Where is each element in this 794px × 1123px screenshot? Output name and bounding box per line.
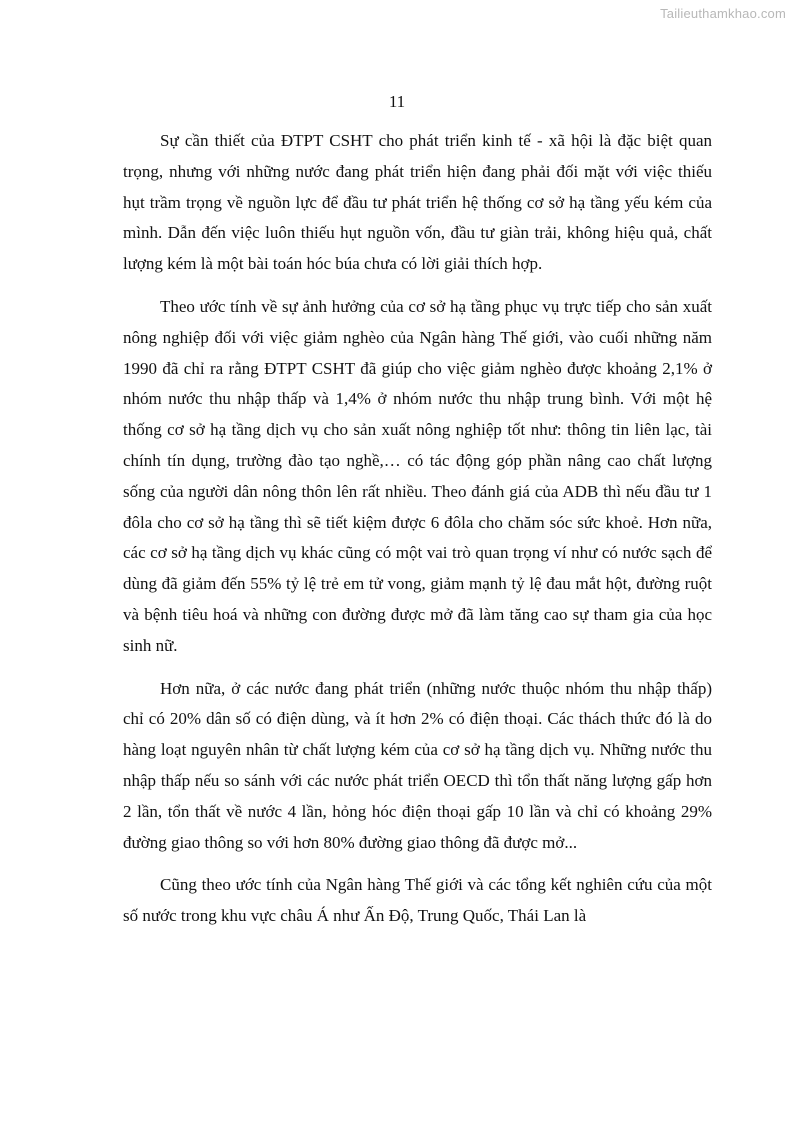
paragraph: Hơn nữa, ở các nước đang phát triển (những nước thuộc nhóm thu nhập thấp) chỉ có 20% dân số có điện dùng, và ít hơn 2% có điện thoại. Các thách thức đó là do hàng loạt nguyên nhân từ chất lượng kém của cơ sở hạ tầng dịch vụ. Những nước thu nhập thấp nếu so sánh với các nước phát triển OECD thì tổn thất năng lượng gấp hơn 2 lần, tổn thất về nước 4 lần, hỏng hóc điện thoại gấp 10 lần và chỉ có khoảng 29% đường giao thông so với hơn 80% đường giao thông đã được mở...	[123, 678, 712, 852]
watermark: Tailieuthamkhao.com	[660, 6, 786, 21]
paragraph: Theo ước tính về sự ảnh hưởng của cơ sở hạ tầng phục vụ trực tiếp cho sản xuất nông nghiệp đối với việc giảm nghèo của Ngân hàng Thế giới, vào cuối những năm 1990 đã chỉ ra rằng ĐTPT CSHT đã giúp cho việc giảm nghèo được khoảng 2,1% ở nhóm nước thu nhập thấp và 1,4% ở nhóm nước thu nhập trung bình. Với một hệ thống cơ sở hạ tầng dịch vụ cho sản xuất nông nghiệp tốt như: thông tin liên lạc, tài chính tín dụng, trường đào tạo nghề,… có tác động góp phần nâng cao chất lượng sống của người dân nông thôn lên rất nhiều. Theo đánh giá của ADB thì nếu đầu tư 1 đôla cho cơ sở hạ tầng thì sẽ tiết kiệm được 6 đôla cho chăm sóc sức khoẻ. Hơn nữa, các cơ sở hạ tầng dịch vụ khác cũng có một vai trò quan trọng ví như có nước sạch để dùng đã giảm đến 55% tỷ lệ trẻ em tử vong, giảm mạnh tỷ lệ đau mắt hột, đường ruột và bệnh tiêu hoá và những con đường được mở đã làm tăng cao sự tham gia của học sinh nữ.	[123, 296, 712, 655]
paragraph: Cũng theo ước tính của Ngân hàng Thế giới và các tổng kết nghiên cứu của một số nước trong khu vực châu Á như Ấn Độ, Trung Quốc, Thái Lan là	[123, 875, 712, 926]
paragraph: Sự cần thiết của ĐTPT CSHT cho phát triển kinh tế - xã hội là đặc biệt quan trọng, nhưng với những nước đang phát triển hiện đang phải đối mặt với việc thiếu hụt trầm trọng về nguồn lực để đầu tư phát triển hệ thống cơ sở hạ tầng yếu kém của mình. Dẫn đến việc luôn thiếu hụt nguồn vốn, đầu tư giàn trải, không hiệu quả, chất lượng kém là một bài toán hóc búa chưa có lời giải thích hợp.	[123, 131, 712, 274]
document-body	[123, 126, 712, 944]
page-number: 11	[388, 92, 406, 111]
